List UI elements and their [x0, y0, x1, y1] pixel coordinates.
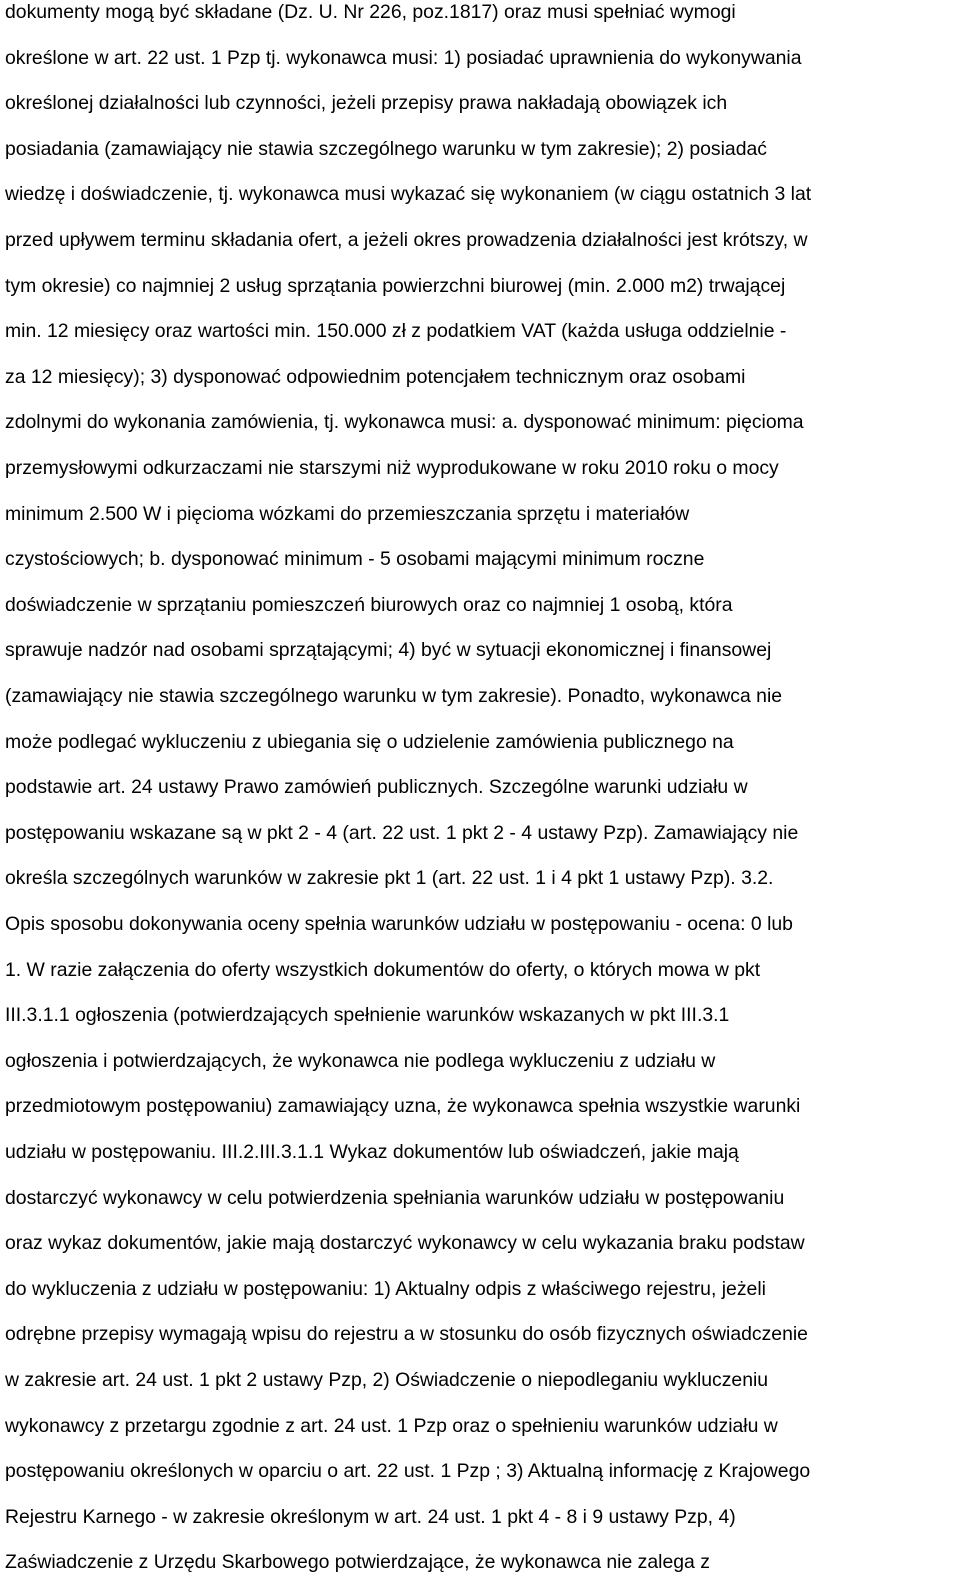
text-line: sprawuje nadzór nad osobami sprzątającymi; 4) być w sytuacji ekonomicznej i finansowej: [5, 639, 772, 662]
text-line: postępowaniu określonych w oparciu o art. 22 ust. 1 Pzp ; 3) Aktualną informację z Krajowego: [5, 1460, 811, 1483]
text-line: określa szczególnych warunków w zakresie pkt 1 (art. 22 ust. 1 i 4 pkt 1 ustawy Pzp). 3.2.: [5, 867, 774, 890]
text-line: Opis sposobu dokonywania oceny spełnia warunków udziału w postępowaniu - ocena: 0 lub: [5, 913, 793, 935]
text-line: określonej działalności lub czynności, jeżeli przepisy prawa nakładają obowiązek ich: [5, 92, 728, 115]
text-line: 1. W razie załączenia do oferty wszystkich dokumentów do oferty, o których mowa w pkt: [5, 958, 761, 981]
text-line: Rejestru Karnego - w zakresie określonym w art. 24 ust. 1 pkt 4 - 8 i 9 ustawy Pzp, 4): [5, 1505, 736, 1528]
text-line: Zaświadczenie z Urzędu Skarbowego potwierdzające, że wykonawca nie zalega z: [5, 1551, 710, 1574]
text-line: w zakresie art. 24 ust. 1 pkt 2 ustawy Pzp, 2) Oświadczenie o niepodleganiu wykluczeniu: [5, 1369, 769, 1391]
text-line: postępowaniu wskazane są w pkt 2 - 4 (art. 22 ust. 1 pkt 2 - 4 ustawy Pzp). Zamawiający nie: [5, 821, 799, 844]
text-line: przed upływem terminu składania ofert, a jeżeli okres prowadzenia działalności jest krótszy, w: [5, 229, 808, 251]
text-line: dostarczyć wykonawcy w celu potwierdzenia spełniania warunków udziału w postępowaniu: [5, 1186, 785, 1209]
text-line: posiadania (zamawiający nie stawia szczególnego warunku w tym zakresie); 2) posiadać: [5, 137, 767, 160]
text-line: ogłoszenia i potwierdzających, że wykonawca nie podlega wykluczeniu z udziału w: [5, 1049, 716, 1072]
text-line: III.3.1.1 ogłoszenia (potwierdzających spełnienie warunków wskazanych w pkt III.3.1: [5, 1004, 730, 1027]
text-line: zdolnymi do wykonania zamówienia, tj. wykonawca musi: a. dysponować minimum: pięcioma: [5, 411, 804, 434]
text-line: dokumenty mogą być składane (Dz. U. Nr 226, poz.1817) oraz musi spełniać wymogi: [5, 1, 736, 23]
text-line: wiedzę i doświadczenie, tj. wykonawca musi wykazać się wykonaniem (w ciągu ostatnich 3 lat: [5, 183, 812, 206]
text-line: tym okresie) co najmniej 2 usług sprzątania powierzchni biurowej (min. 2.000 m2) trwającej: [5, 274, 786, 297]
text-line: wykonawcy z przetargu zgodnie z art. 24 ust. 1 Pzp oraz o spełnieniu warunków udziału w: [5, 1414, 778, 1437]
text-line: do wykluczenia z udziału w postępowaniu: 1) Aktualny odpis z właściwego rejestru, jeżeli: [5, 1277, 766, 1300]
text-line: czystościowych; b. dysponować minimum - 5 osobami mającymi minimum roczne: [5, 548, 705, 571]
text-line: odrębne przepisy wymagają wpisu do rejestru a w stosunku do osób fizycznych oświadczenie: [5, 1323, 808, 1346]
text-line: określone w art. 22 ust. 1 Pzp tj. wykonawca musi: 1) posiadać uprawnienia do wykonywania: [5, 46, 802, 69]
text-line: przemysłowymi odkurzaczami nie starszymi niż wyprodukowane w roku 2010 roku o mocy: [5, 457, 779, 479]
text-line: minimum 2.500 W i pięcioma wózkami do przemieszczania sprzętu i materiałów: [5, 502, 690, 525]
text-line: doświadczenie w sprzątaniu pomieszczeń biurowych oraz co najmniej 1 osobą, która: [5, 593, 733, 616]
text-line: min. 12 miesięcy oraz wartości min. 150.000 zł z podatkiem VAT (każda usługa oddzielnie -: [5, 320, 787, 343]
text-line: (zamawiający nie stawia szczególnego warunku w tym zakresie). Ponadto, wykonawca nie: [5, 685, 783, 707]
text-line: udziału w postępowaniu. III.2.III.3.1.1 Wykaz dokumentów lub oświadczeń, jakie mają: [5, 1141, 739, 1163]
text-line: oraz wykaz dokumentów, jakie mają dostarczyć wykonawcy w celu wykazania braku podstaw: [5, 1232, 805, 1255]
text-line: może podlegać wykluczeniu z ubiegania się o udzielenie zamówienia publicznego na: [5, 730, 734, 753]
text-line: przedmiotowym postępowaniu) zamawiający uzna, że wykonawca spełnia wszystkie warunki: [5, 1095, 801, 1118]
text-line: za 12 miesięcy); 3) dysponować odpowiednim potencjałem technicznym oraz osobami: [5, 365, 746, 388]
text-line: podstawie art. 24 ustawy Prawo zamówień publicznych. Szczególne warunki udziału w: [5, 776, 748, 799]
